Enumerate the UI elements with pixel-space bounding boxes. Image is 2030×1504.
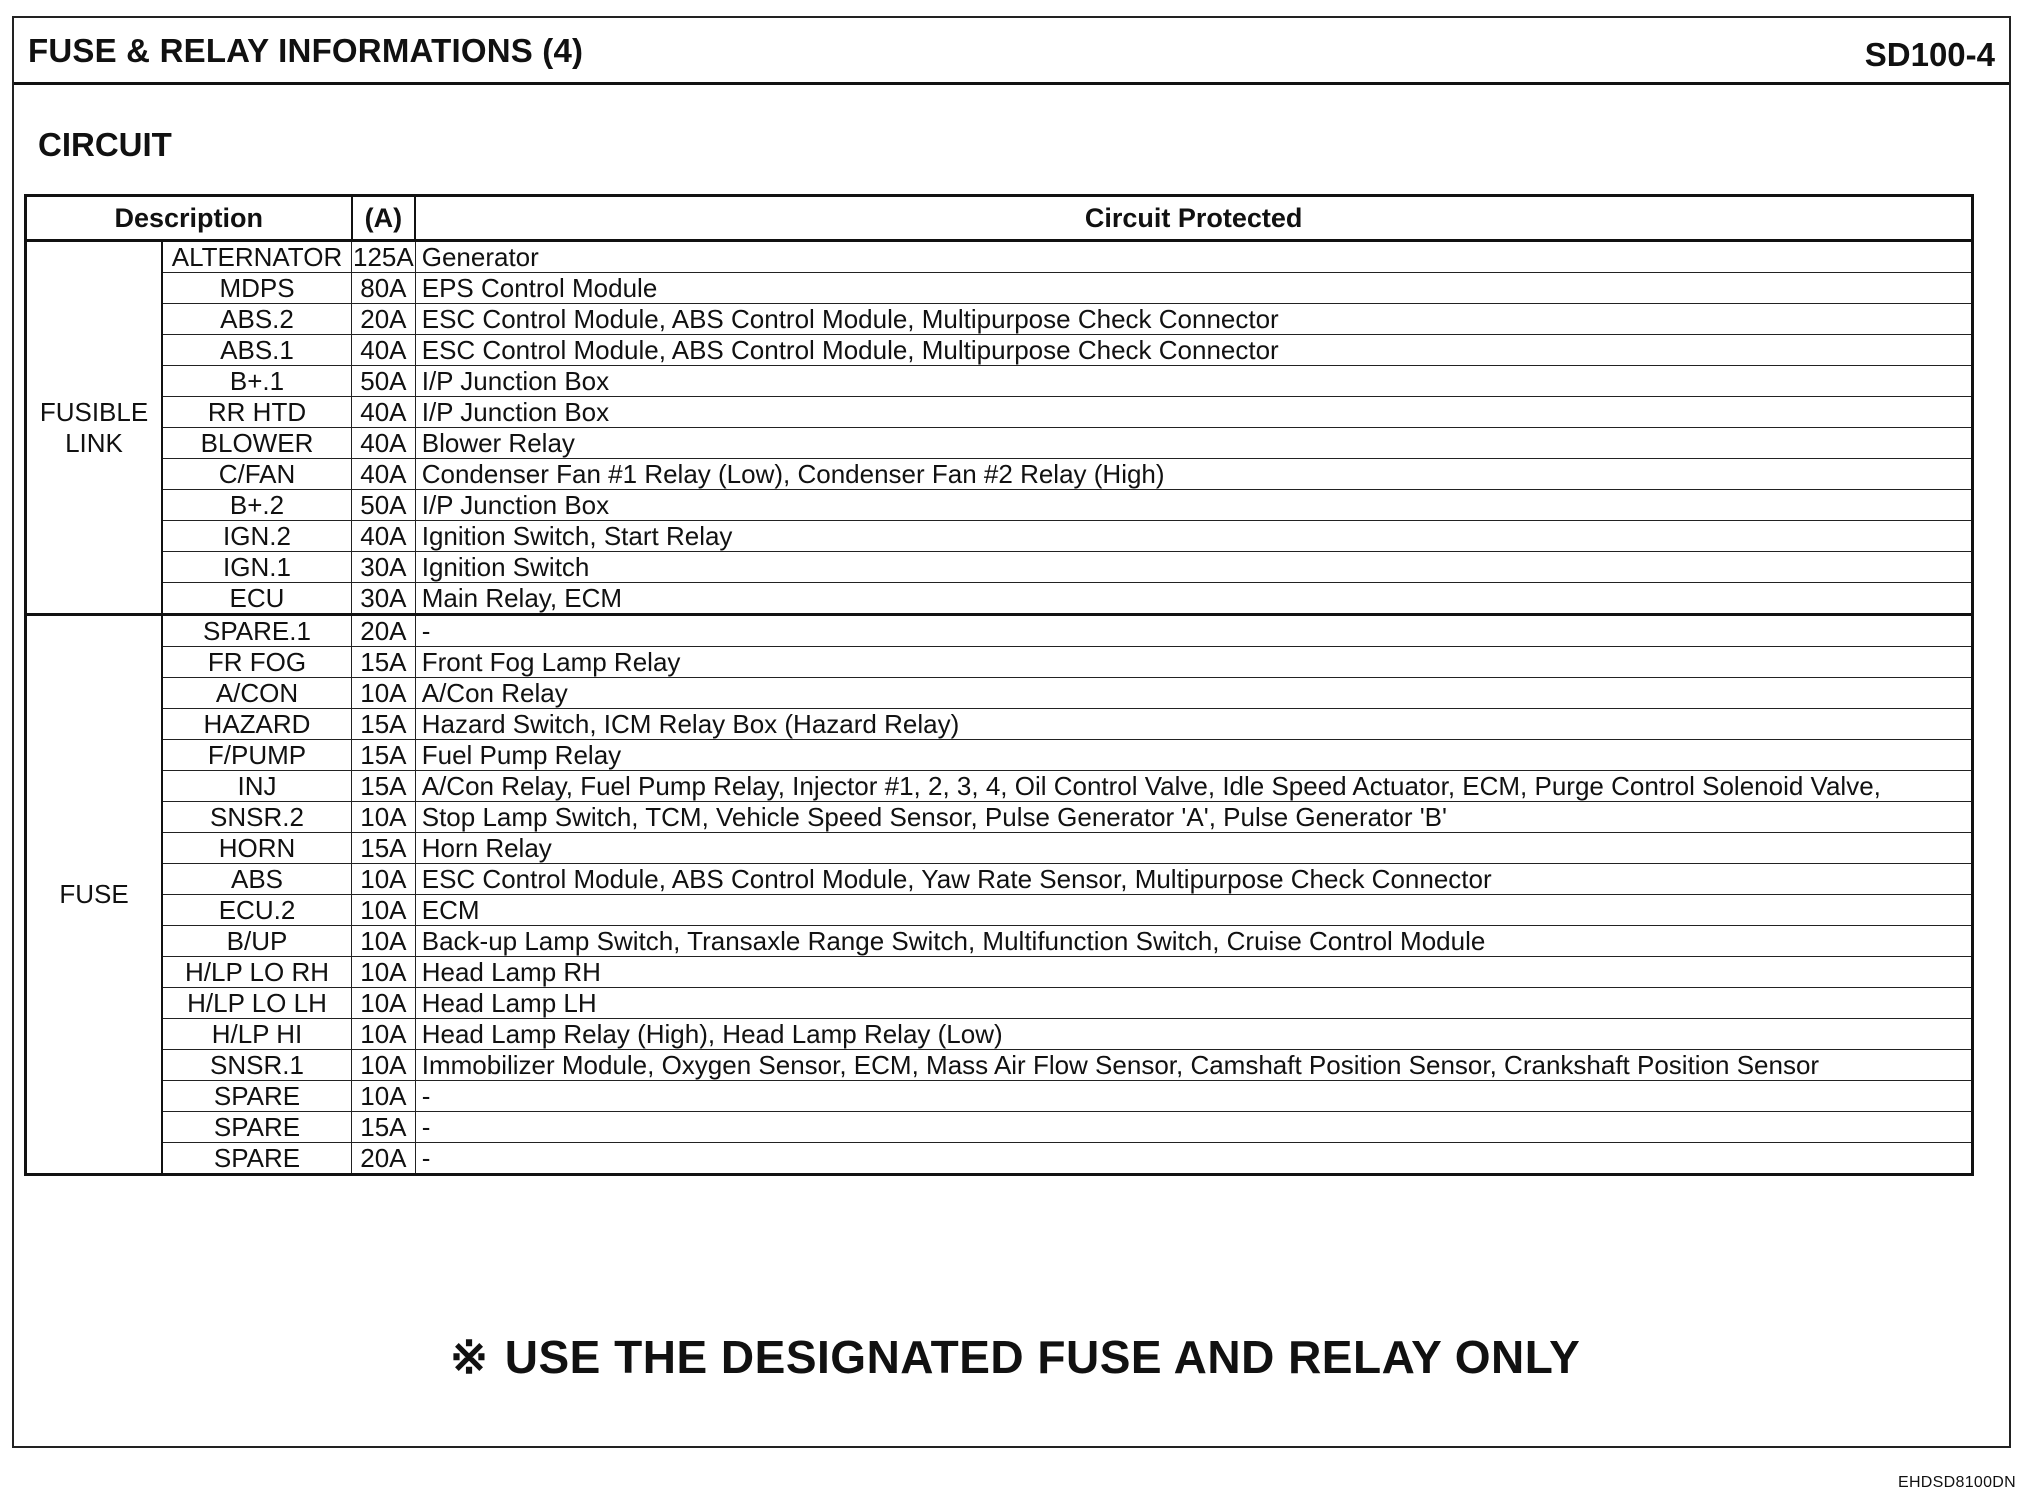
fuse-name-cell: H/LP HI: [162, 1019, 352, 1050]
image-reference-code: EHDSD8100DN: [1897, 1474, 2016, 1491]
ampere-cell: 50A: [352, 366, 416, 397]
table-row: [26, 678, 1973, 709]
circuit-protected-cell: EPS Control Module: [415, 273, 1972, 304]
ampere-cell: 40A: [352, 459, 416, 490]
table-row: [26, 1019, 1973, 1050]
table-header-row: [26, 196, 1973, 241]
table-row: [26, 771, 1973, 802]
fuse-name-cell: ALTERNATOR: [162, 241, 352, 273]
fuse-relay-table: [24, 194, 1974, 1176]
table-row: [26, 241, 1973, 273]
fuse-name-cell: H/LP LO RH: [162, 957, 352, 988]
circuit-protected-cell: -: [415, 1081, 1972, 1112]
fuse-name-cell: ABS.1: [162, 335, 352, 366]
table-row: [26, 895, 1973, 926]
document-header: [14, 18, 2009, 85]
column-header-description: Description: [26, 196, 352, 241]
table-row: [26, 957, 1973, 988]
circuit-protected-cell: -: [415, 1143, 1972, 1175]
table-row: [26, 1050, 1973, 1081]
table-body: [26, 241, 1973, 1175]
circuit-protected-cell: ECM: [415, 895, 1972, 926]
circuit-protected-cell: Generator: [415, 241, 1972, 273]
table-row: [26, 335, 1973, 366]
circuit-protected-cell: A/Con Relay, Fuel Pump Relay, Injector #1, 2, 3, 4, Oil Control Valve, Idle Speed Actuator, ECM, Purge Control Solenoid Valve,: [415, 771, 1972, 802]
circuit-protected-cell: ESC Control Module, ABS Control Module, Yaw Rate Sensor, Multipurpose Check Connector: [415, 864, 1972, 895]
ampere-cell: 40A: [352, 521, 416, 552]
document-code: SD100-4: [1864, 36, 1995, 73]
table-row: [26, 1081, 1973, 1112]
table-row: [26, 926, 1973, 957]
fuse-name-cell: IGN.2: [162, 521, 352, 552]
circuit-protected-cell: Head Lamp LH: [415, 988, 1972, 1019]
table-row: [26, 864, 1973, 895]
fuse-name-cell: SPARE: [162, 1112, 352, 1143]
ampere-cell: 20A: [352, 615, 416, 647]
ampere-cell: 40A: [352, 428, 416, 459]
table-row: [26, 833, 1973, 864]
circuit-protected-cell: Front Fog Lamp Relay: [415, 647, 1972, 678]
circuit-protected-cell: I/P Junction Box: [415, 366, 1972, 397]
circuit-protected-cell: -: [415, 1112, 1972, 1143]
table-row: [26, 1112, 1973, 1143]
ampere-cell: 50A: [352, 490, 416, 521]
circuit-protected-cell: Stop Lamp Switch, TCM, Vehicle Speed Sensor, Pulse Generator 'A', Pulse Generator 'B': [415, 802, 1972, 833]
circuit-protected-cell: Ignition Switch, Start Relay: [415, 521, 1972, 552]
circuit-protected-cell: Fuel Pump Relay: [415, 740, 1972, 771]
circuit-protected-cell: Blower Relay: [415, 428, 1972, 459]
ampere-cell: 15A: [352, 1112, 416, 1143]
fuse-name-cell: ABS: [162, 864, 352, 895]
ampere-cell: 10A: [352, 988, 416, 1019]
fuse-name-cell: B/UP: [162, 926, 352, 957]
fuse-name-cell: ABS.2: [162, 304, 352, 335]
circuit-protected-cell: ESC Control Module, ABS Control Module, Multipurpose Check Connector: [415, 304, 1972, 335]
ampere-cell: 30A: [352, 552, 416, 583]
section-title: CIRCUIT: [38, 126, 172, 163]
column-header-circuit: Circuit Protected: [415, 196, 1972, 241]
ampere-cell: 20A: [352, 1143, 416, 1175]
circuit-protected-cell: Condenser Fan #1 Relay (Low), Condenser Fan #2 Relay (High): [415, 459, 1972, 490]
table-row: [26, 366, 1973, 397]
table-row: [26, 521, 1973, 552]
ampere-cell: 15A: [352, 833, 416, 864]
fuse-name-cell: SNSR.1: [162, 1050, 352, 1081]
circuit-protected-cell: Horn Relay: [415, 833, 1972, 864]
ampere-cell: 10A: [352, 895, 416, 926]
fuse-name-cell: C/FAN: [162, 459, 352, 490]
fuse-name-cell: SPARE: [162, 1143, 352, 1175]
ampere-cell: 10A: [352, 864, 416, 895]
ampere-cell: 125A: [353, 242, 414, 272]
fuse-name-cell: B+.2: [162, 490, 352, 521]
fuse-name-cell: MDPS: [162, 273, 352, 304]
fuse-name-cell: BLOWER: [162, 428, 352, 459]
circuit-protected-cell: Back-up Lamp Switch, Transaxle Range Switch, Multifunction Switch, Cruise Control Module: [415, 926, 1972, 957]
table-row: [26, 490, 1973, 521]
table-row: [26, 615, 1973, 647]
fuse-name-cell: IGN.1: [162, 552, 352, 583]
reference-mark-icon: ※: [449, 1331, 489, 1383]
table-row: [26, 988, 1973, 1019]
table-row: [26, 802, 1973, 833]
group-label: FUSIBLE LINK: [26, 241, 163, 615]
circuit-protected-cell: ESC Control Module, ABS Control Module, Multipurpose Check Connector: [415, 335, 1972, 366]
table-row: [26, 397, 1973, 428]
fuse-name-cell: HAZARD: [162, 709, 352, 740]
table-row: [26, 459, 1973, 490]
column-header-ampere: (A): [352, 196, 416, 241]
document-title: FUSE & RELAY INFORMATIONS (4): [28, 32, 584, 69]
fuse-name-cell: SPARE.1: [162, 615, 352, 647]
fuse-name-cell: A/CON: [162, 678, 352, 709]
circuit-protected-cell: Ignition Switch: [415, 552, 1972, 583]
ampere-cell: 10A: [352, 957, 416, 988]
circuit-protected-cell: I/P Junction Box: [415, 490, 1972, 521]
fuse-name-cell: SNSR.2: [162, 802, 352, 833]
ampere-cell: 15A: [352, 771, 416, 802]
group-label: FUSE: [26, 615, 163, 1175]
circuit-protected-cell: Hazard Switch, ICM Relay Box (Hazard Relay): [415, 709, 1972, 740]
ampere-cell: 30A: [352, 583, 416, 615]
table-row: [26, 1143, 1973, 1175]
table-row: [26, 583, 1973, 615]
circuit-protected-cell: Main Relay, ECM: [415, 583, 1972, 615]
fuse-name-cell: B+.1: [162, 366, 352, 397]
fuse-name-cell: ECU: [162, 583, 352, 615]
ampere-cell: 15A: [352, 709, 416, 740]
circuit-protected-cell: -: [415, 615, 1972, 647]
table-row: [26, 709, 1973, 740]
ampere-cell: 10A: [352, 678, 416, 709]
ampere-cell: 15A: [352, 647, 416, 678]
fuse-name-cell: HORN: [162, 833, 352, 864]
usage-notice: [0, 1330, 2030, 1384]
fuse-name-cell: ECU.2: [162, 895, 352, 926]
ampere-cell: 10A: [352, 802, 416, 833]
fuse-name-cell: SPARE: [162, 1081, 352, 1112]
ampere-cell: 20A: [352, 304, 416, 335]
table-row: [26, 428, 1973, 459]
table-row: [26, 304, 1973, 335]
fuse-name-cell: RR HTD: [162, 397, 352, 428]
fuse-name-cell: H/LP LO LH: [162, 988, 352, 1019]
circuit-protected-cell: Head Lamp Relay (High), Head Lamp Relay (Low): [415, 1019, 1972, 1050]
ampere-cell: 10A: [352, 1050, 416, 1081]
ampere-cell: 10A: [352, 1081, 416, 1112]
ampere-cell: 80A: [352, 273, 416, 304]
circuit-protected-cell: I/P Junction Box: [415, 397, 1972, 428]
fuse-name-cell: INJ: [162, 771, 352, 802]
ampere-cell: 10A: [352, 1019, 416, 1050]
circuit-protected-cell: Immobilizer Module, Oxygen Sensor, ECM, Mass Air Flow Sensor, Camshaft Position Sensor, Crankshaft Position Sensor: [415, 1050, 1972, 1081]
ampere-cell: 10A: [352, 926, 416, 957]
ampere-cell: 40A: [352, 335, 416, 366]
table-row: [26, 740, 1973, 771]
table-row: [26, 647, 1973, 678]
fuse-name-cell: F/PUMP: [162, 740, 352, 771]
ampere-cell: 15A: [352, 740, 416, 771]
circuit-protected-cell: Head Lamp RH: [415, 957, 1972, 988]
usage-notice-text: USE THE DESIGNATED FUSE AND RELAY ONLY: [504, 1331, 1581, 1383]
table-row: [26, 552, 1973, 583]
circuit-protected-cell: A/Con Relay: [415, 678, 1972, 709]
table-row: [26, 273, 1973, 304]
ampere-cell: 40A: [352, 397, 416, 428]
fuse-name-cell: FR FOG: [162, 647, 352, 678]
